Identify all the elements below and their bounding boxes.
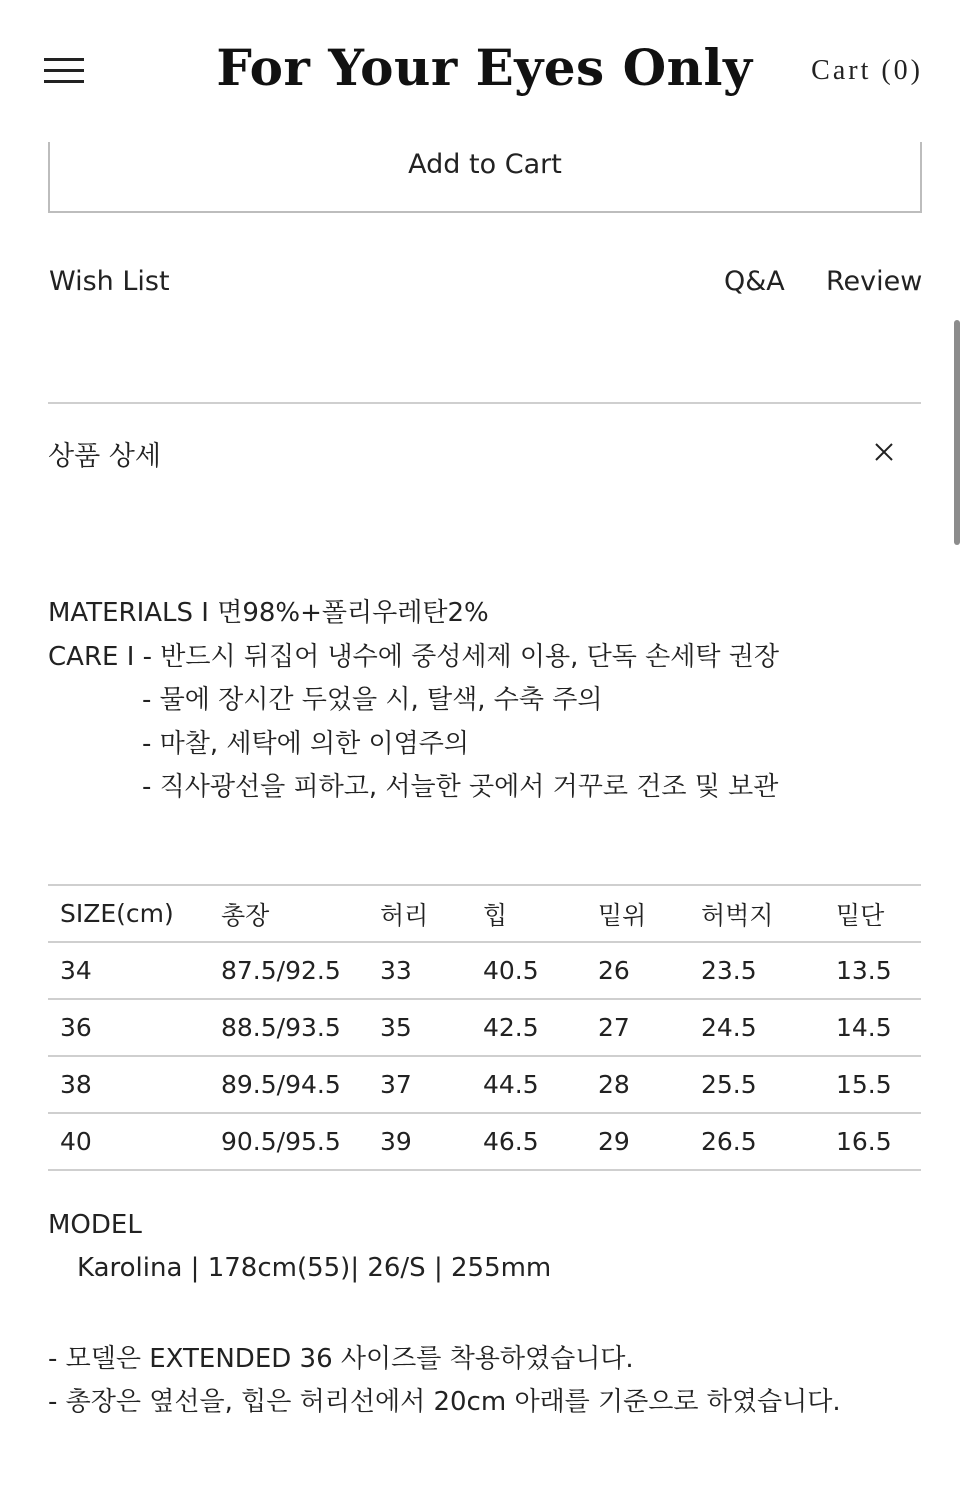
model-label: MODEL — [48, 1210, 142, 1240]
table-header-cell: 밑단 — [836, 885, 921, 942]
table-row — [48, 1113, 921, 1170]
table-cell: 14.5 — [836, 999, 921, 1056]
table-cell: 88.5/93.5 — [221, 999, 380, 1056]
table-cell: 16.5 — [836, 1113, 921, 1170]
table-cell: 40.5 — [483, 942, 598, 999]
table-cell: 34 — [48, 942, 221, 999]
table-cell: 28 — [598, 1056, 701, 1113]
add-to-cart-button[interactable]: Add to Cart — [48, 142, 922, 213]
qa-link[interactable]: Q&A — [724, 266, 785, 297]
table-cell: 87.5/92.5 — [221, 942, 380, 999]
product-detail-title[interactable]: 상품 상세 — [48, 441, 161, 472]
materials-line: MATERIALS I 면98%+폴리우레탄2% — [48, 598, 489, 628]
table-cell: 23.5 — [701, 942, 836, 999]
table-cell: 90.5/95.5 — [221, 1113, 380, 1170]
table-cell: 36 — [48, 999, 221, 1056]
table-cell: 26 — [598, 942, 701, 999]
table-cell: 15.5 — [836, 1056, 921, 1113]
table-row — [48, 999, 921, 1056]
table-row — [48, 942, 921, 999]
table-header-cell: 허리 — [380, 885, 483, 942]
table-header-cell: 허벅지 — [701, 885, 836, 942]
table-header-cell: 총장 — [221, 885, 380, 942]
wish-list-link[interactable]: Wish List — [49, 266, 170, 297]
table-cell: 38 — [48, 1056, 221, 1113]
table-cell: 39 — [380, 1113, 483, 1170]
care-line: - 마찰, 세탁에 의한 이염주의 — [142, 728, 469, 759]
table-cell: 13.5 — [836, 942, 921, 999]
size-table — [48, 884, 921, 1171]
table-cell: 89.5/94.5 — [221, 1056, 380, 1113]
scrollbar-thumb[interactable] — [954, 320, 960, 545]
site-header — [0, 0, 969, 130]
care-line: - 직사광선을 피하고, 서늘한 곳에서 거꾸로 건조 및 보관 — [142, 772, 779, 802]
table-cell: 26.5 — [701, 1113, 836, 1170]
materials-care-block — [48, 592, 779, 810]
table-cell: 27 — [598, 999, 701, 1056]
table-cell: 44.5 — [483, 1056, 598, 1113]
table-cell: 35 — [380, 999, 483, 1056]
cart-link[interactable]: Cart (0) — [811, 55, 923, 86]
table-cell: 29 — [598, 1113, 701, 1170]
care-line: CARE I - 반드시 뒤집어 냉수에 중성세제 이용, 단독 손세탁 권장 — [48, 641, 779, 672]
table-header-cell: 밑위 — [598, 885, 701, 942]
table-cell: 24.5 — [701, 999, 836, 1056]
table-cell: 33 — [380, 942, 483, 999]
model-info: Karolina | 178cm(55)| 26/S | 255mm — [77, 1253, 552, 1283]
table-cell: 25.5 — [701, 1056, 836, 1113]
note-line: - 총장은 옆선을, 힙은 허리선에서 20cm 아래를 기준으로 하였습니다. — [48, 1387, 841, 1417]
table-cell: 40 — [48, 1113, 221, 1170]
table-cell: 37 — [380, 1056, 483, 1113]
care-line: - 물에 장시간 두었을 시, 탈색, 수축 주의 — [142, 685, 603, 715]
table-row — [48, 1056, 921, 1113]
note-line: - 모델은 EXTENDED 36 사이즈를 착용하였습니다. — [48, 1344, 634, 1374]
brand-logo[interactable]: For Your Eyes Only — [216, 38, 753, 97]
section-divider — [48, 402, 921, 404]
table-cell: 42.5 — [483, 999, 598, 1056]
close-icon[interactable] — [873, 441, 895, 463]
table-header-cell: SIZE(cm) — [48, 885, 221, 942]
table-header-row — [48, 885, 921, 942]
notes-block — [48, 1338, 841, 1424]
table-header-cell: 힙 — [483, 885, 598, 942]
review-link[interactable]: Review — [826, 266, 923, 297]
table-cell: 46.5 — [483, 1113, 598, 1170]
